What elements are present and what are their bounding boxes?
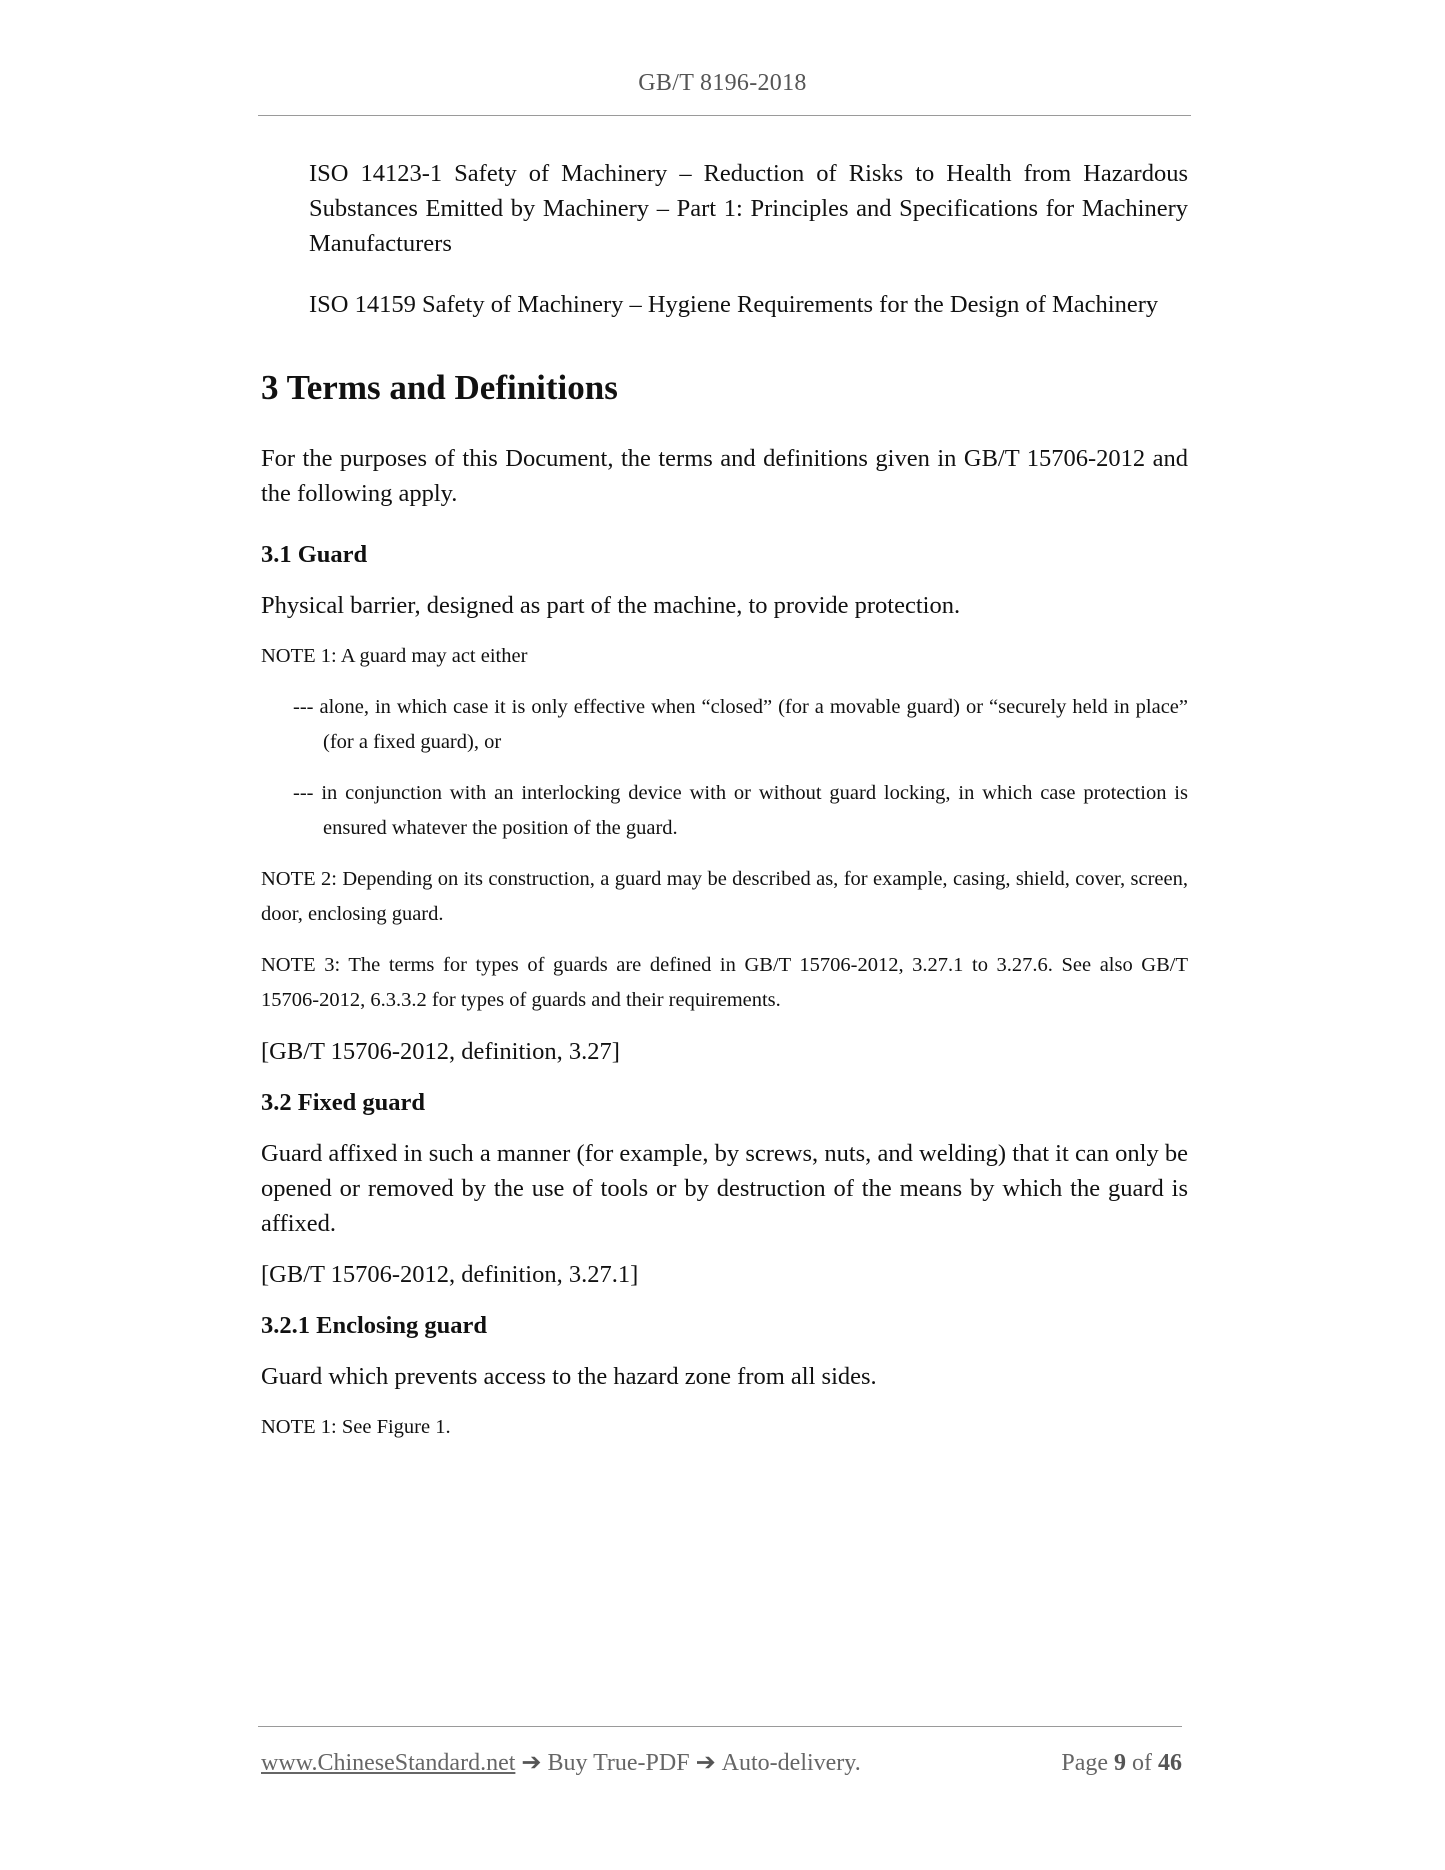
guard-note-3: NOTE 3: The terms for types of guards are defined in GB/T 15706-2012, 3.27.1 to 3.27.6. See also GB/T 15706-2012, 6.3.3.2 for types of guards and their requirements. (261, 954, 1188, 1011)
term-heading-guard: 3.1 Guard (261, 541, 368, 568)
term-definition-enclosing-guard: Guard which prevents access to the hazard zone from all sides. (261, 1363, 877, 1390)
term-definition-fixed-guard: Guard affixed in such a manner (for example, by screws, nuts, and welding) that it can only be opened or removed by the use of tools or by destruction of the means by which the guard is affixed. (261, 1140, 1188, 1237)
page-word: Page (1061, 1750, 1108, 1776)
website-link[interactable]: www.ChineseStandard.net (261, 1750, 516, 1776)
fixed-guard-source: [GB/T 15706-2012, definition, 3.27.1] (261, 1261, 639, 1288)
footer-promo (261, 1745, 861, 1781)
reference-iso-14159: ISO 14159 Safety of Machinery – Hygiene Requirements for the Design of Machinery (309, 291, 1159, 318)
of-word: of (1132, 1750, 1152, 1776)
page-number: 9 (1114, 1750, 1126, 1776)
term-heading-enclosing-guard: 3.2.1 Enclosing guard (261, 1312, 487, 1339)
header-divider (258, 115, 1191, 116)
term-heading-fixed-guard: 3.2 Fixed guard (261, 1089, 426, 1116)
total-pages: 46 (1158, 1750, 1182, 1776)
term-definition-guard: Physical barrier, designed as part of the machine, to provide protection. (261, 592, 961, 619)
page-body (261, 156, 1188, 1445)
buy-pdf-text: Buy True-PDF (547, 1750, 690, 1776)
auto-delivery-text: Auto-delivery. (721, 1750, 861, 1776)
footer-divider (258, 1726, 1182, 1727)
section-intro: For the purposes of this Document, the terms and definitions given in GB/T 15706-2012 and the following apply. (261, 445, 1188, 507)
guard-note-2: NOTE 2: Depending on its construction, a guard may be described as, for example, casing, shield, cover, screen, door, enclosing guard. (261, 868, 1188, 925)
guard-note-1: NOTE 1: A guard may act either (261, 645, 528, 667)
reference-iso-14123-1: ISO 14123-1 Safety of Machinery – Reduction of Risks to Health from Hazardous Substances Emitted by Machinery – Part 1: Principles and Specifications for Machinery Manufacturers (309, 160, 1188, 257)
guard-note-1-item-interlocking: --- in conjunction with an interlocking device with or without guard locking, in which case protection is ensured whatever the position of the guard. (293, 782, 1188, 839)
guard-source: [GB/T 15706-2012, definition, 3.27] (261, 1038, 620, 1065)
page-counter (1061, 1745, 1182, 1781)
section-heading: 3 Terms and Definitions (261, 368, 618, 407)
arrow-right-icon: ➔ (695, 1750, 716, 1776)
running-header: GB/T 8196-2018 (638, 70, 807, 96)
guard-note-1-item-alone: --- alone, in which case it is only effective when “closed” (for a movable guard) or “securely held in place” (for a fixed guard), or (293, 696, 1188, 753)
page-footer (261, 1745, 1182, 1781)
enclosing-guard-note-1: NOTE 1: See Figure 1. (261, 1416, 451, 1438)
arrow-right-icon: ➔ (521, 1750, 542, 1776)
